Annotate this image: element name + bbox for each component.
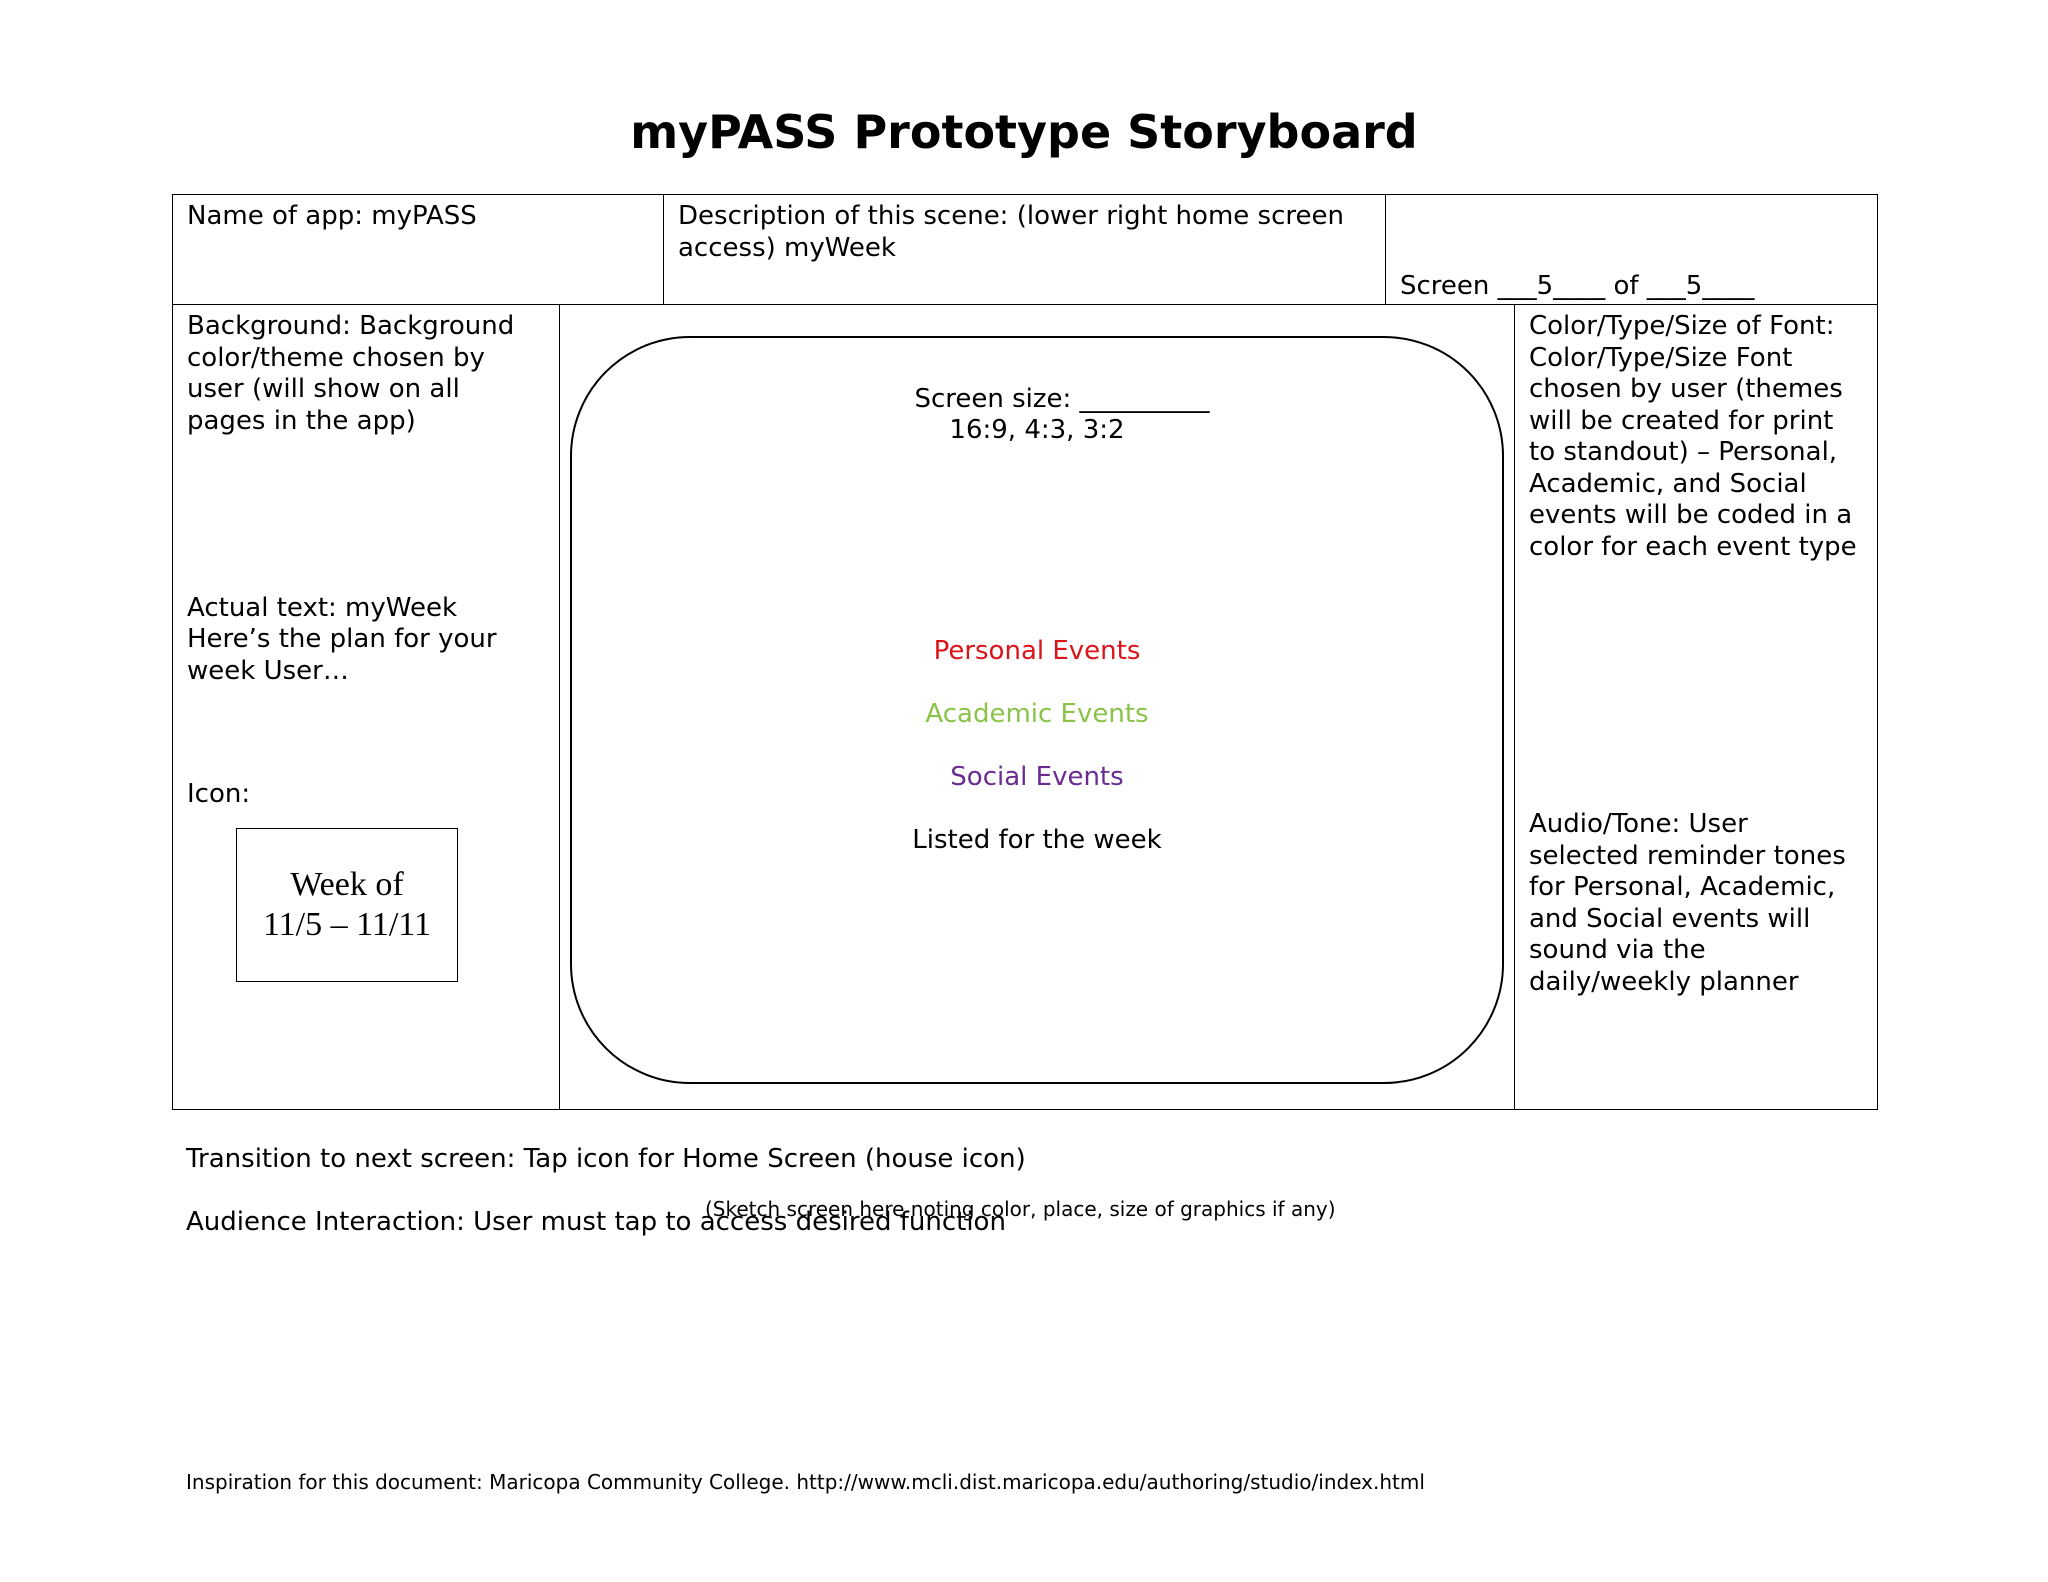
- transition-note: Transition to next screen: Tap icon for Home Screen (house icon): [186, 1144, 1026, 1174]
- app-name-text: Name of app: myPASS: [187, 201, 477, 231]
- week-icon[interactable]: [236, 828, 458, 982]
- inspiration-credit: Inspiration for this document: Maricopa Community College. http://www.mcli.dist.maricopa.edu/authoring/studio/index.html: [186, 1470, 1425, 1494]
- actual-text-body: Here’s the plan for your week User…: [187, 624, 497, 686]
- personal-events-label: Personal Events: [933, 636, 1141, 666]
- week-icon-line1: Week of: [290, 866, 404, 903]
- screen-number-text: Screen ___5____ of ___5____: [1400, 271, 1755, 301]
- sketch-instruction: (Sketch screen here noting color, place, size of graphics if any): [705, 1197, 1336, 1221]
- actual-text-label: Actual text: myWeek: [187, 593, 458, 623]
- screen-number-cell: [1385, 194, 1878, 305]
- screen-size-label: Screen size: __________: [914, 384, 1210, 414]
- listed-for-week-label: Listed for the week: [912, 825, 1162, 855]
- audio-note: Audio/Tone: User selected reminder tones for Personal, Academic, and Social events will sound via the daily/weekly planner: [1529, 809, 1846, 997]
- font-note: Color/Type/Size of Font: Color/Type/Size Font chosen by user (themes will be created for print to standout) – Personal, Academic, and Social events will be coded in a color for each event type: [1529, 311, 1857, 562]
- page-title: myPASS Prototype Storyboard: [630, 105, 1418, 159]
- academic-events-label: Academic Events: [925, 699, 1149, 729]
- social-events-label: Social Events: [950, 762, 1124, 792]
- scene-description-text: Description of this scene: (lower right home screen access) myWeek: [678, 201, 1344, 263]
- scene-description-cell: [663, 194, 1386, 305]
- interaction-note: Audience Interaction: User must tap to access desired function: [186, 1207, 1006, 1237]
- week-icon-line2: 11/5 – 11/11: [262, 906, 432, 943]
- right-notes-cell: [1514, 304, 1878, 1110]
- left-notes-cell: [172, 304, 560, 1110]
- screen-size-values: 16:9, 4:3, 3:2: [949, 415, 1125, 445]
- app-name-cell: [172, 194, 664, 305]
- background-note: Background: Background color/theme chosen by user (will show on all pages in the app): [187, 311, 515, 436]
- icon-label: Icon:: [187, 779, 251, 809]
